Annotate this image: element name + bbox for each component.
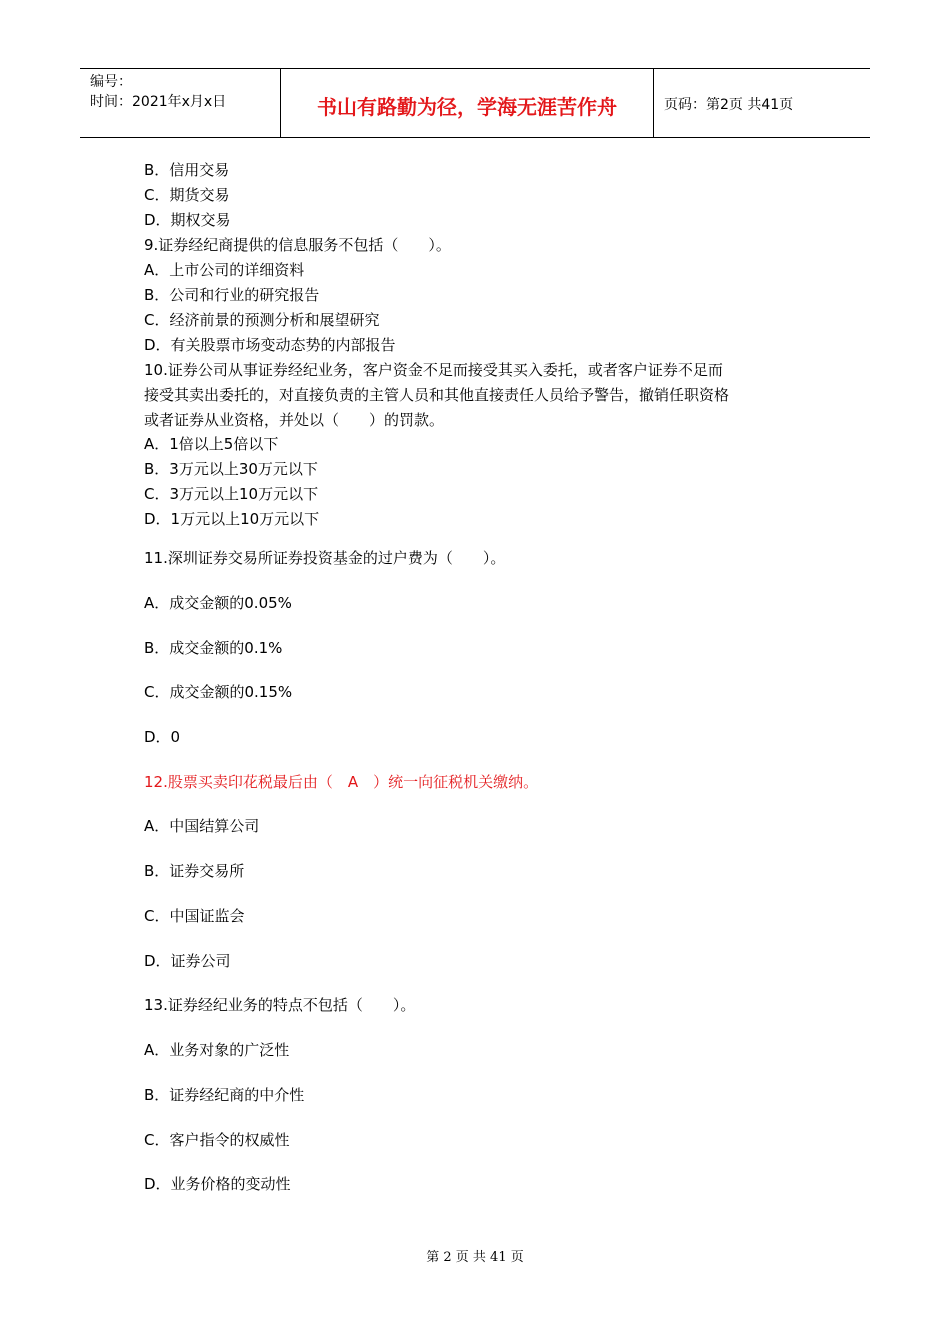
page-footer: 第 2 页 共 41 页 (426, 1250, 524, 1265)
header-motto: 书山有路勤为径，学海无涯苦作舟 (280, 69, 654, 137)
option-11d: D．0 (144, 728, 181, 746)
option-8d: D．期权交易 (144, 211, 231, 229)
time-label: 时间：2021年x月x日 (90, 94, 227, 110)
option-12b: B．证券交易所 (144, 862, 245, 880)
option-10d: D．1万元以上10万元以下 (144, 510, 320, 528)
question-10-line-3: 或者证券从业资格，并处以（ ）的罚款。 (144, 411, 445, 429)
option-9b: B．公司和行业的研究报告 (144, 286, 320, 304)
option-11c: C．成交金额的0.15% (144, 683, 293, 701)
option-11b: B．成交金额的0.1% (144, 639, 283, 657)
question-12: 12.股票买卖印花税最后由（ A ）统一向征税机关缴纳。 (144, 773, 539, 791)
option-13d: D．业务价格的变动性 (144, 1175, 291, 1193)
header-page-info: 页码：第2页 共41页 (664, 97, 794, 113)
option-9d: D．有关股票市场变动态势的内部报告 (144, 336, 396, 354)
option-8c: C．期货交易 (144, 186, 230, 204)
option-10b: B．3万元以上30万元以下 (144, 460, 318, 478)
option-12d: D．证券公司 (144, 952, 231, 970)
option-10c: C．3万元以上10万元以下 (144, 485, 319, 503)
question-11: 11.深圳证券交易所证券投资基金的过户费为（ ）。 (144, 549, 506, 567)
page-header (80, 68, 870, 138)
question-9: 9.证券经纪商提供的信息服务不包括（ ）。 (144, 236, 451, 254)
option-12c: C．中国证监会 (144, 907, 245, 925)
option-11a: A．成交金额的0.05% (144, 594, 292, 612)
question-10-line-2: 接受其卖出委托的，对直接负责的主管人员和其他直接责任人员给予警告，撤销任职资格 (144, 386, 730, 404)
option-12a: A．中国结算公司 (144, 817, 260, 835)
option-13c: C．客户指令的权威性 (144, 1131, 290, 1149)
option-13b: B．证券经纪商的中介性 (144, 1086, 305, 1104)
option-9a: A．上市公司的详细资料 (144, 261, 305, 279)
option-10a: A．1倍以上5倍以下 (144, 435, 279, 453)
header-meta (80, 69, 280, 137)
option-13a: A．业务对象的广泛性 (144, 1041, 290, 1059)
option-9c: C．经济前景的预测分析和展望研究 (144, 311, 380, 329)
number-label: 编号： (90, 74, 132, 90)
question-10-line-1: 10.证券公司从事证券经纪业务，客户资金不足而接受其买入委托，或者客户证券不足而 (144, 361, 723, 379)
question-13: 13.证券经纪业务的特点不包括（ ）。 (144, 996, 416, 1014)
option-8b: B．信用交易 (144, 161, 230, 179)
